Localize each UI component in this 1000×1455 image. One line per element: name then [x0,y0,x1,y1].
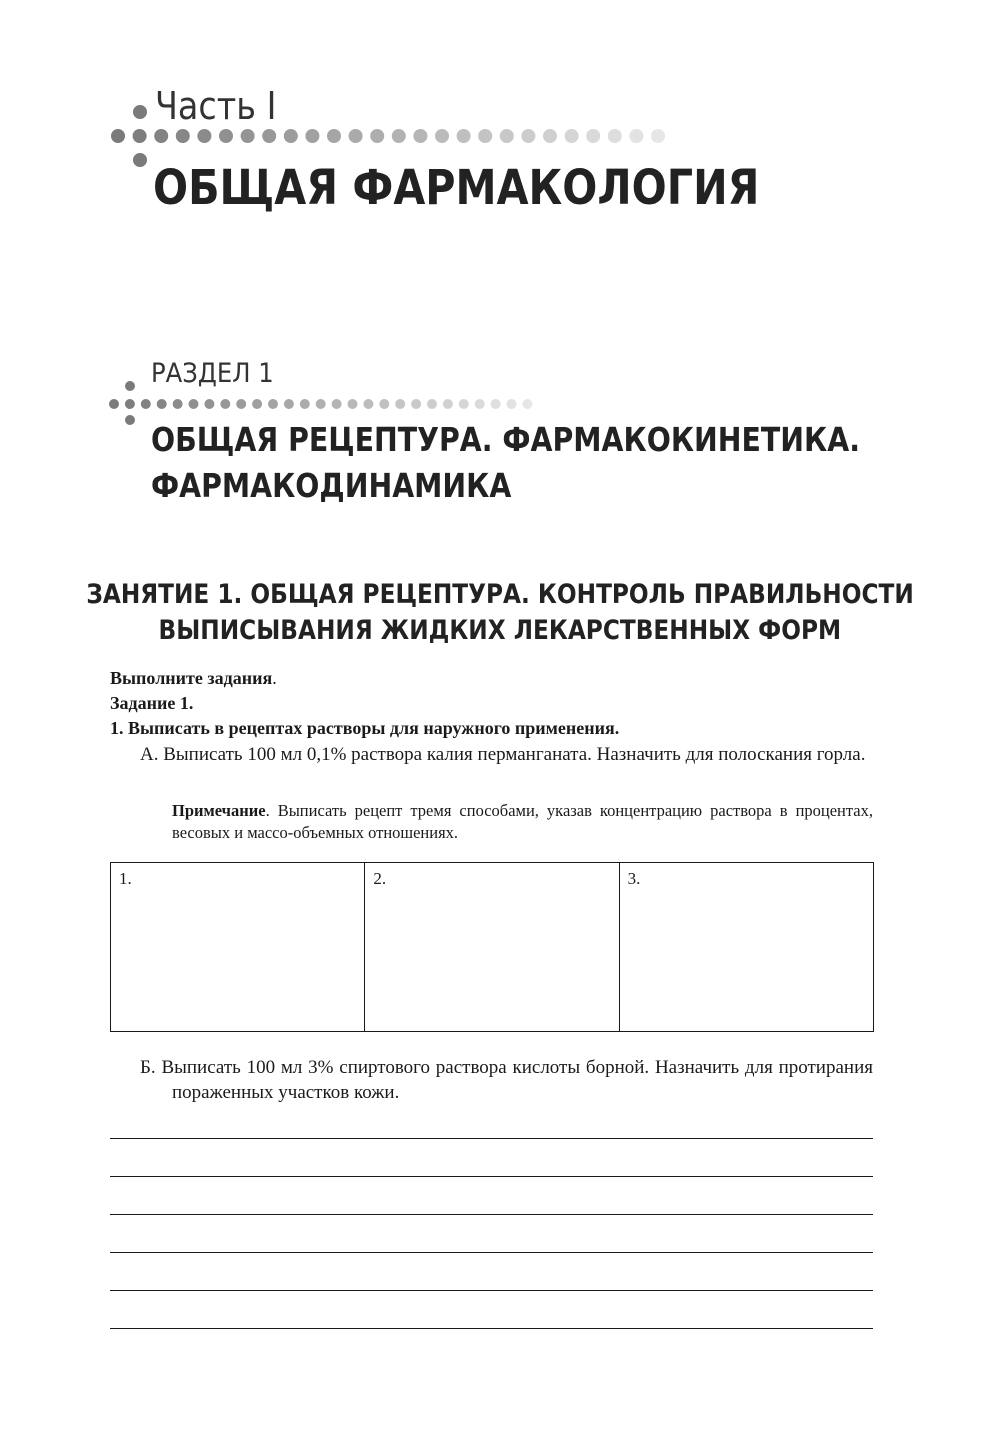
answer-line[interactable] [110,1328,873,1329]
prescription-cell-1[interactable]: 1. [111,863,365,1031]
decorative-dot [411,399,421,409]
decorative-dot [252,399,262,409]
decorative-dot [427,399,437,409]
answer-line[interactable] [110,1290,873,1291]
decorative-dot [316,399,326,409]
lesson-title-line-1: ЗАНЯТИЕ 1. ОБЩАЯ РЕЦЕПТУРА. КОНТРОЛЬ ПРАВИЛЬНОСТИ [86,579,914,610]
decorative-dot [522,399,532,409]
decorative-dot [173,399,183,409]
lesson-title-line-2: ВЫПИСЫВАНИЯ ЖИДКИХ ЛЕКАРСТВЕННЫХ ФОРМ [158,615,842,646]
task-item-1: 1. Выписать в рецептах растворы для наружного применения. [110,718,620,738]
decorative-dot [268,399,278,409]
decorative-dot [141,399,151,409]
decorative-dot [189,399,199,409]
decorative-dot [395,399,405,409]
answer-line[interactable] [110,1138,873,1139]
decorative-dot [491,399,501,409]
note-text: . Выписать рецепт тремя способами, указав концентрацию раствора в процентах, весовых и массо-объемных отношениях. [172,801,873,842]
decorative-dot [507,399,517,409]
do-tasks-heading: Выполните задания. [110,668,277,688]
decorative-dot [220,399,230,409]
part-title: ОБЩАЯ ФАРМАКОЛОГИЯ [153,160,760,216]
task-a-text: А. Выписать 100 мл 0,1% раствора калия перманганата. Назначить для полоскания горла. [140,744,866,765]
decorative-dot [300,399,310,409]
task-b-text: Б. Выписать 100 мл 3% спиртового раствора кислоты борной. Назначить для протирания пораженных участков кожи. [140,1057,873,1103]
decorative-dot [475,399,485,409]
answer-line[interactable] [110,1252,873,1253]
part-label: Часть I [155,84,277,128]
section-label: РАЗДЕЛ 1 [151,358,274,389]
section-dot-decoration [0,0,1000,460]
prescription-cell-2[interactable]: 2. [365,863,619,1031]
prescription-table [110,862,874,1032]
task-label: Задание 1. [110,693,194,713]
decorative-dot [109,399,119,409]
decorative-dot [443,399,453,409]
decorative-dot [348,399,358,409]
decorative-dot [236,399,246,409]
answer-line[interactable] [110,1214,873,1215]
decorative-dot [379,399,389,409]
decorative-dot [125,415,135,425]
prescription-cell-3[interactable]: 3. [627,869,641,888]
decorative-dot [332,399,342,409]
decorative-dot [284,399,294,409]
note-label: Примечание [172,801,266,820]
decorative-dot [204,399,214,409]
task-a-note [172,800,873,844]
section-title-line-1: ОБЩАЯ РЕЦЕПТУРА. ФАРМАКОКИНЕТИКА. [151,420,860,459]
decorative-dot [363,399,373,409]
decorative-dot [125,399,135,409]
decorative-dot [125,381,135,391]
decorative-dot [157,399,167,409]
answer-line[interactable] [110,1176,873,1177]
section-title-line-2: ФАРМАКОДИНАМИКА [151,466,512,505]
decorative-dot [459,399,469,409]
